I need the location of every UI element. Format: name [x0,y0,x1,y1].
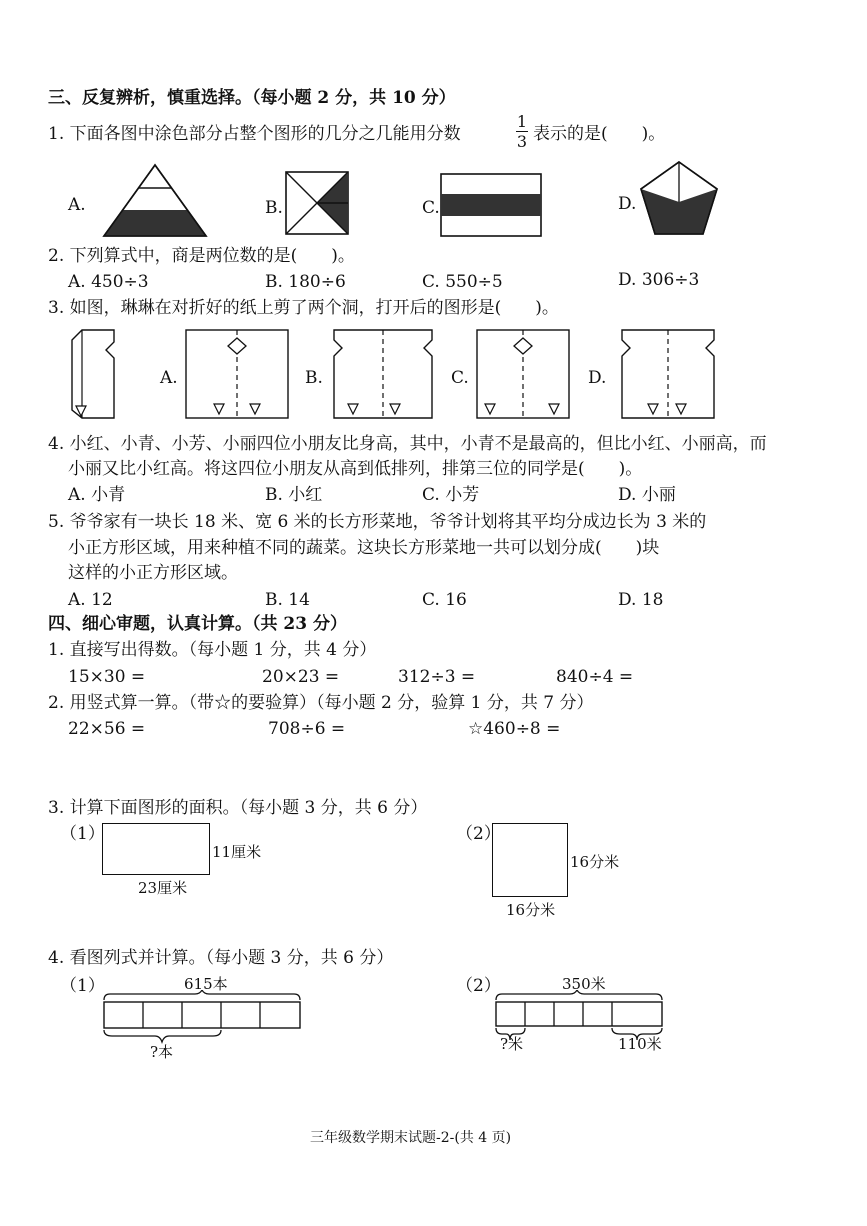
q4-option-b: B. 小红 [265,485,323,505]
q4-line2: 小丽又比小红高。将这四位小朋友从高到低排列，排第三位的同学是( )。 [68,459,643,479]
diagram2-part-label: ?米 [500,1035,524,1053]
page-footer: 三年级数学期末试题-2-(共 4 页) [310,1130,512,1146]
unfolded-option-d [618,326,718,422]
square-16x16 [492,823,568,897]
q1-text-after: 表示的是( )。 [533,124,666,144]
q2-option-b: B. 180÷6 [265,272,346,292]
square-bottom-label: 16分米 [506,901,556,919]
diagram1-total-label: 615本 [184,975,228,993]
rect-width-label: 23厘米 [138,879,188,897]
q2-option-c: C. 550÷5 [422,272,503,292]
q1-option-a: A. [68,195,86,215]
unfolded-option-c [475,326,571,422]
q2-option-a: A. 450÷3 [68,272,149,292]
diagram1-num: （1） [60,976,105,996]
q3-text: 3. 如图，琳琳在对折好的纸上剪了两个洞，打开后的图形是( )。 [48,298,559,318]
q3-option-d: D. [588,368,607,388]
q1-text: 1. 下面各图中涂色部分占整个图形的几分之几能用分数 [48,124,461,144]
diagram2-num: （2） [456,976,501,996]
q4-option-d: D. 小丽 [618,485,676,505]
q5-line2: 小正方形区域，用来种植不同的蔬菜。这块长方形菜地一共可以划分成( )块 [68,538,660,558]
q1-option-b: B. [265,198,283,218]
segment-diagram-1 [100,990,310,1050]
q1-option-d: D. [618,194,637,214]
diagram2-extra-label: 110米 [618,1035,662,1053]
q5-option-a: A. 12 [68,590,113,610]
rectangle-figure [439,172,543,238]
q5-line1: 5. 爷爷家有一块长 18 米、宽 6 米的长方形菜地，爷爷计划将其平均分成边长为 3 米的 [48,512,707,532]
vertical-calc-3: ☆460÷8 = [468,719,561,739]
calc-item-1: 15×30 = [68,667,146,687]
unfolded-option-b [330,326,436,422]
calc-item-3: 312÷3 = [398,667,476,687]
diagram-q4-text: 4. 看图列式并计算。（每小题 3 分，共 6 分） [48,948,394,968]
square-figure [284,170,350,236]
q2-text: 2. 下列算式中，商是两位数的是( )。 [48,246,355,266]
calc-q2-text: 2. 用竖式算一算。（带☆的要验算）（每小题 2 分，验算 1 分，共 7 分） [48,693,594,713]
unfolded-option-a [184,326,290,422]
vertical-calc-1: 22×56 = [68,719,146,739]
rect-height-label: 11厘米 [212,843,262,861]
pentagon-figure [637,158,721,238]
vertical-calc-2: 708÷6 = [268,719,346,739]
section4-heading: 四、细心审题，认真计算。（共 23 分） [48,614,347,634]
q1-option-c: C. [422,198,440,218]
q3-option-c: C. [451,368,469,388]
diagram1-part-label: ?本 [150,1043,174,1061]
calc-item-4: 840÷4 = [556,667,634,687]
triangle-figure [100,160,210,240]
area-q3-text: 3. 计算下面图形的面积。（每小题 3 分，共 6 分） [48,798,428,818]
folded-paper-figure [62,326,126,422]
q4-option-a: A. 小青 [68,485,126,505]
q5-option-d: D. 18 [618,590,664,610]
square-side-label: 16分米 [570,853,620,871]
area-fig1-num: （1） [60,824,105,844]
section3-heading: 三、反复辨析，慎重选择。（每小题 2 分，共 10 分） [48,88,456,108]
q4-option-c: C. 小芳 [422,485,480,505]
area-fig2-num: （2） [456,824,501,844]
fraction-numerator: 1 [516,112,528,131]
q2-option-d: D. 306÷3 [618,270,700,290]
q5-option-b: B. 14 [265,590,310,610]
calc-q1-text: 1. 直接写出得数。（每小题 1 分，共 4 分） [48,640,377,660]
q5-option-c: C. 16 [422,590,467,610]
q3-option-a: A. [160,368,178,388]
rectangle-11x23 [102,823,210,875]
calc-item-2: 20×23 = [262,667,340,687]
q4-line1: 4. 小红、小青、小芳、小丽四位小朋友比身高，其中，小青不是最高的，但比小红、小丽高，而 [48,434,767,454]
fraction-denominator: 3 [516,132,528,151]
q3-option-b: B. [305,368,323,388]
q5-line3: 这样的小正方形区域。 [68,563,238,583]
diagram2-total-label: 350米 [562,975,606,993]
